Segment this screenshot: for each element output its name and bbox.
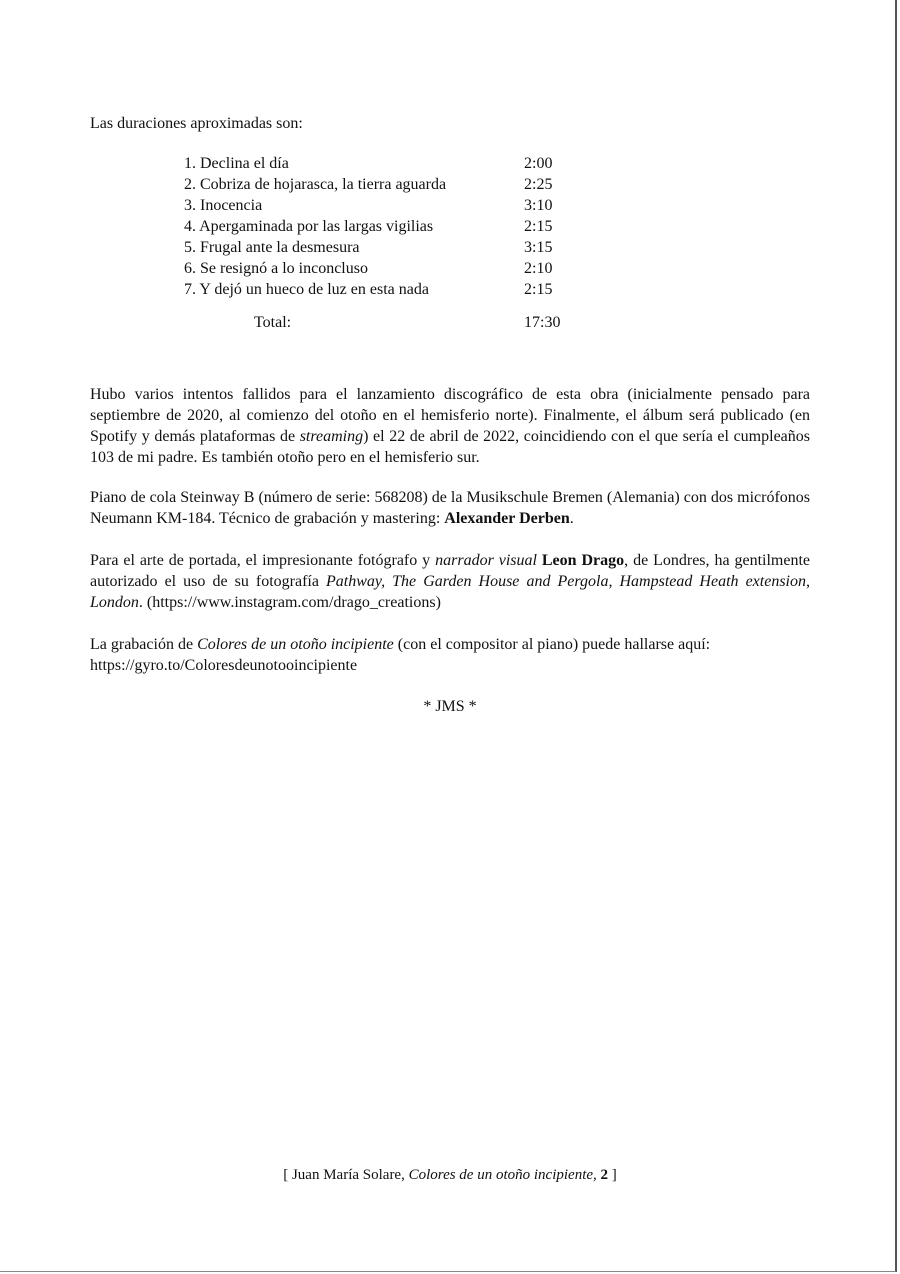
release-paragraph <box>90 384 810 468</box>
recording-url[interactable]: https://gyro.to/Coloresdeunotooincipiente <box>90 657 358 674</box>
track-duration: 3:10 <box>524 197 553 214</box>
visual-narrator-term: narrador visual <box>435 552 537 569</box>
recording-text: Piano de cola Steinway B (número de serie: 568208) de la Musikschule Bremen (Alemania) con dos micrófonos Neumann KM-184. Técnico de grabación y mastering: <box>90 489 810 527</box>
track-duration: 3:15 <box>524 239 553 256</box>
track-title: 7. Y dejó un hueco de luz en esta nada <box>184 281 429 298</box>
track-title: 2. Cobriza de hojarasca, la tierra aguarda <box>184 176 447 193</box>
track-row <box>184 258 584 279</box>
recording-link-paragraph <box>90 634 810 676</box>
track-title: 6. Se resignó a lo inconcluso <box>184 260 368 277</box>
durations-intro: Las duraciones aproximadas son: <box>90 115 303 132</box>
cover-text: Para el arte de portada, el impresionante fotógrafo y <box>90 552 436 569</box>
track-row <box>184 153 584 174</box>
recording-paragraph <box>90 487 810 529</box>
footer-close: ] <box>608 1167 617 1183</box>
footer-title: Colores de un otoño incipiente <box>408 1167 594 1183</box>
track-row <box>184 237 584 258</box>
track-row <box>184 174 584 195</box>
track-duration: 2:00 <box>524 155 553 172</box>
page-footer <box>0 1165 900 1185</box>
footer-author: [ Juan María Solare, <box>283 1167 409 1183</box>
track-duration: 2:25 <box>524 176 553 193</box>
page-number: 2 <box>600 1167 609 1183</box>
track-row <box>184 195 584 216</box>
track-title: 5. Frugal ante la desmesura <box>184 239 360 256</box>
track-list <box>184 153 584 333</box>
track-row <box>184 216 584 237</box>
footer-separator: , <box>593 1167 601 1183</box>
track-title: 4. Apergaminada por las largas vigilias <box>184 218 434 235</box>
recording-link-text-end: (con el compositor al piano) puede hallarse aquí: <box>393 636 711 653</box>
cover-text-middle: , de Londres, ha gentilmente autorizado el uso de su fotografía <box>90 552 811 590</box>
total-label: Total: <box>254 314 292 331</box>
track-title: 3. Inocencia <box>184 197 263 214</box>
photo-title: Pathway, The Garden House and Pergola, Hampstead Heath extension, London <box>90 573 810 611</box>
photographer-name: Leon Drago <box>541 552 625 569</box>
track-row <box>184 279 584 300</box>
work-title: Colores de un otoño incipiente <box>197 636 394 653</box>
track-duration: 2:15 <box>524 218 553 235</box>
engineer-name: Alexander Derben <box>444 510 570 527</box>
instagram-link[interactable]: . (https://www.instagram.com/drago_creations) <box>138 594 441 611</box>
recording-text-end: . <box>569 510 574 527</box>
total-row <box>184 312 584 333</box>
release-text-end: ) el 22 de abril de 2022, coincidiendo con el que sería el cumpleaños 103 de mi padre. Es también otoño pero en el hemisferio sur. <box>90 428 810 466</box>
track-duration: 2:15 <box>524 281 553 298</box>
track-duration: 2:10 <box>524 260 553 277</box>
release-text: Hubo varios intentos fallidos para el lanzamiento discográfico de esta obra (inicialmente pensado para septiembre de 2020, al comienzo del otoño en el hemisferio norte). Finalmente, el álbum será publicado (en Spotify y demás plataformas de <box>90 386 810 445</box>
cover-art-paragraph <box>90 550 810 613</box>
recording-link-text: La grabación de <box>90 636 198 653</box>
track-title: 1. Declina el día <box>184 155 289 172</box>
total-duration: 17:30 <box>524 314 561 331</box>
streaming-term: streaming <box>299 428 364 445</box>
signature: * JMS * <box>423 698 477 715</box>
